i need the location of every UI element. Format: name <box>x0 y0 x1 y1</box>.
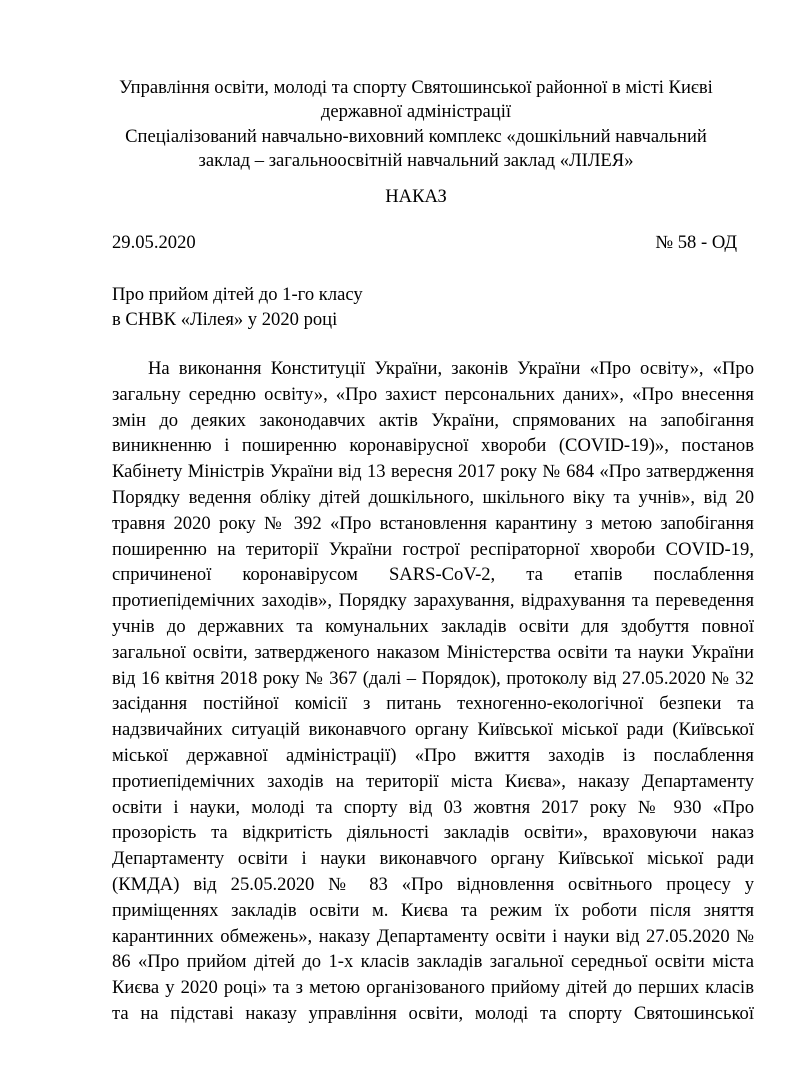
header-line: Управління освіти, молоді та спорту Святошинської районної в місті Києві <box>119 77 713 98</box>
header-line: заклад – загальноосвітній навчальний заклад «ЛІЛЕЯ» <box>198 149 634 171</box>
body-line: Києва у 2020 році» та з метою організованого прийому дітей до перших класів <box>112 977 754 999</box>
order-date: 29.05.2020 <box>112 232 196 253</box>
body-line: спричиненої коронавірусом SARS-CoV-2, та етапів послаблення <box>112 564 754 586</box>
body-line: (КМДА) від 25.05.2020 № 83 «Про відновлення освітнього процесу у <box>112 873 754 895</box>
order-number: № 58 - ОД <box>655 232 737 253</box>
body-line: протиепідемічних заходів», Порядку зарахування, відрахування та переведення <box>112 590 754 612</box>
body-line: Порядку ведення обліку дітей дошкільного, шкільного віку та учнів», від 20 <box>112 486 754 508</box>
body-line: 86 «Про прийом дітей до 1-х класів закладів загальної середньої освіти міста <box>112 951 754 973</box>
body-line: На виконання Конституції України, законів України «Про освіту», «Про <box>148 358 754 379</box>
body-paragraph <box>112 356 754 1027</box>
subject-line: Про прийом дітей до 1-го класу <box>112 284 363 305</box>
subject-line: в СНВК «Лілея» у 2020 році <box>112 308 338 330</box>
body-line: карантинних обмежень», наказу Департаменту освіти і науки від 27.05.2020 № <box>112 925 754 947</box>
body-line: приміщеннях закладів освіти м. Києва та режим їх роботи після зняття <box>112 899 754 921</box>
body-line: та на підставі наказу управління освіти, молоді та спорту Святошинської <box>112 1002 754 1024</box>
body-line: загальної освіти, затвердженого наказом Міністерства освіти та науки України <box>112 641 754 663</box>
body-line: Кабінету Міністрів України від 13 вересня 2017 року № 684 «Про затвердження <box>112 461 754 483</box>
order-subject <box>112 283 363 332</box>
body-line: виникненню і поширенню коронавірусної хвороби (COVID-19)», постанов <box>112 435 754 457</box>
body-line: загальну середню освіту», «Про захист персональних даних», «Про внесення <box>112 383 754 405</box>
body-line: прозорість та відкритість діяльності закладів освіти», враховуючи наказ <box>112 822 754 844</box>
body-line: міської державної адміністрації) «Про вжиття заходів із послаблення <box>112 744 754 766</box>
body-line: освіти і науки, молоді та спорту від 03 жовтня 2017 року № 930 «Про <box>112 796 754 818</box>
body-line: засідання постійної комісії з питань техногенно-екологічної безпеки та <box>112 693 754 715</box>
body-line: учнів до державних та комунальних закладів освіти для здобуття повної <box>112 615 754 637</box>
header-line: Спеціалізований навчально-виховний комплекс «дошкільний навчальний <box>125 125 707 147</box>
body-line: протиепідемічних заходів на території міста Києва», наказу Департаменту <box>112 770 754 792</box>
body-line: змін до деяких законодавчих актів України, спрямованих на запобігання <box>112 409 754 431</box>
body-line: від 16 квітня 2018 року № 367 (далі – Порядок), протоколу від 27.05.2020 № 32 <box>112 667 754 689</box>
body-line: Департаменту освіти і науки виконавчого органу Київської міської ради <box>112 848 754 870</box>
header-line: державної адміністрації <box>320 101 512 123</box>
body-line: поширенню на території України гострої респіраторної хвороби COVID-19, <box>112 538 754 560</box>
order-title: НАКАЗ <box>385 186 447 207</box>
document-header <box>96 76 736 173</box>
body-line: надзвичайних ситуацій виконавчого органу Київської міської ради (Київської <box>112 719 754 741</box>
body-line: травня 2020 року № 392 «Про встановлення карантину з метою запобігання <box>112 512 754 534</box>
